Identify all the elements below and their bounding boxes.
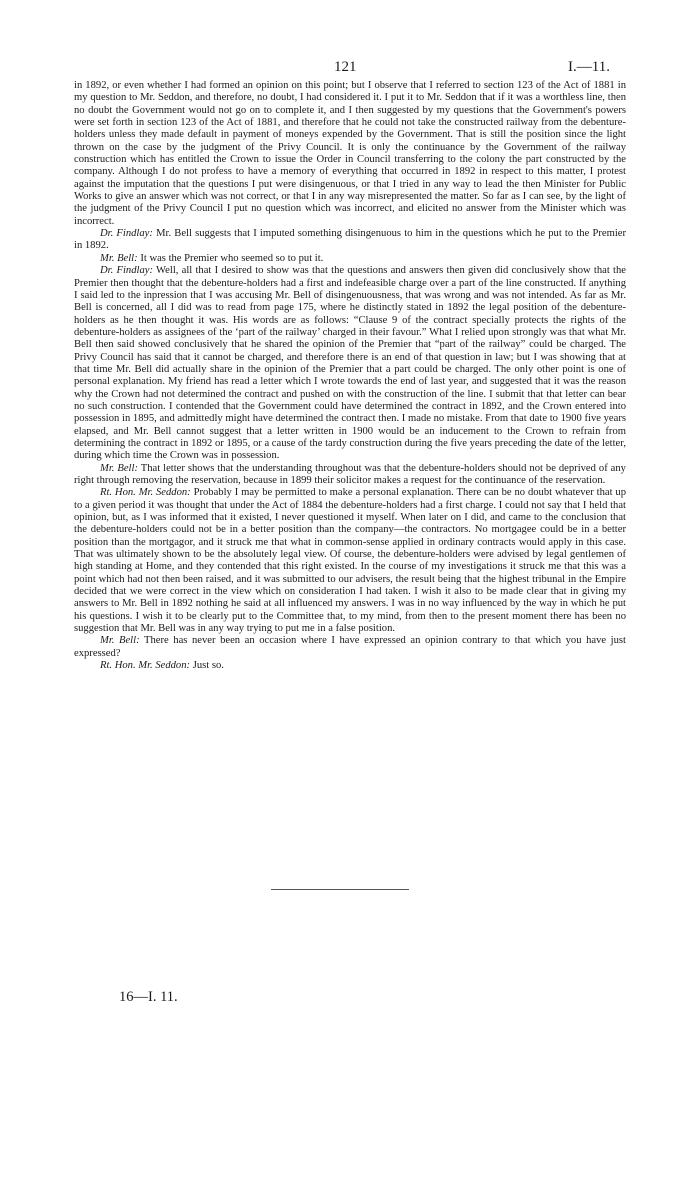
paragraph-text: Probably I may be permitted to make a personal explanation. There can be no doubt whatever that up to a given period it was thought that under the Act of 1884 the debenture-holders had a first charge. I could not say that I held that opinion, but, as I was informed that it existed, I never questioned it myself. When later on I did, and came to the conclusion that the debenture-holders could not be in a better position than the company—the contractors. No mortgagee could be in a better position than the mortgagor, and it struck me that what in common-sense applied in ordinary contracts would apply in this case. That was ultimately shown to be the absolutely legal view. Of course, the debenture-holders were advised by legal gentlemen of high standing at Home, and they contended that this right existed. In the course of my investigations it struck me that this was a point which had not then been raised, and it was submitted to our advisers, the result being that the highest tribunal in the Empire decided that we were correct in the view which on consideration I had taken. I wish it also to be made clear that in giving my answers to Mr. Bell in 1892 nothing he said at all influenced my answers. I was in no way influenced by the way in which he put his questions. I wish it to be clearly put to the Committee that, to my mind, from then to the present moment there has been no suggestion that Mr. Bell was in any way trying to put me in a false position. bbox=[74, 487, 626, 635]
paragraph-text: Mr. Bell suggests that I imputed something disingenuous to him in the questions which he put to the Premier in 1892. bbox=[74, 228, 626, 252]
speaker-name: Dr. Findlay: bbox=[100, 228, 153, 240]
signature-mark: 16—I. 11. bbox=[119, 989, 178, 1005]
paragraph bbox=[74, 265, 626, 463]
paragraph-text: It was the Premier who seemed so to put it. bbox=[140, 252, 324, 264]
section-divider bbox=[271, 889, 409, 890]
paragraph bbox=[74, 463, 626, 488]
body-text bbox=[74, 80, 626, 673]
paragraph-text: in 1892, or even whether I had formed an opinion on this point; but I observe that I referred to section 123 of the Act of 1881 in my question to Mr. Seddon, and therefore, no doubt, I had considered it. I put it to Mr. Seddon that if it was a worthless line, then no doubt the Government would not go on to complete it, and I then suggested by my questions that the Government's powers were set forth in section 123 of the Act of 1881, and therefore that he could not take the constructed railway from the debenture-holders unless they made default in payment of moneys expended by the Government. That is still the position since the light thrown on the case by the judgment of the Privy Council. It is only the continuance by the Government of the railway construction which has entitled the Crown to issue the Order in Council transferring to the colony the part constructed by the company. Although I do not profess to have a memory of everything that occurred in 1892 in respect to this matter, I protest against the imputation that the questions I put were disingenuous, or that I tried in any way to lead the then Minister for Public Works to give an answer which was not correct, or that I in any way misrepresented the matter. So far as I can see, by the light of the judgment of the Privy Council I put no question which was incorrect, and elicited no answer from the Minister which was incorrect. bbox=[74, 80, 626, 227]
paragraph bbox=[74, 228, 626, 253]
speaker-name: Rt. Hon. Mr. Seddon: bbox=[100, 660, 191, 672]
speaker-name: Dr. Findlay: bbox=[100, 265, 153, 277]
paragraph bbox=[74, 660, 626, 672]
page-number: 121 bbox=[334, 59, 357, 75]
paragraph bbox=[74, 635, 626, 660]
paper-reference: I.—11. bbox=[568, 59, 610, 75]
paragraph bbox=[74, 80, 626, 228]
paragraph bbox=[74, 253, 626, 265]
paragraph-text: Well, all that I desired to show was that the questions and answers then given did conclusively show that the Premier then thought that the debenture-holders had a first and indefeasible charge over a part of the line constructed. If anything I said led to the inpression that I was accusing Mr. Bell of disingenuousness, that was wrong and was not intended. As far as Mr. Bell is concerned, all I did was to read from page 175, where he distinctly stated in 1892 the legal position of the debenture-holders as he then thought it was. His words are as follows: “Clause 9 of the contract specially protects the rights of the debenture-holders as assignees of the ‘part of the railway’ charged in their favour.” What I relied upon strongly was that what Mr. Bell then said showed conclusively that he shared the opinion of the Premier that “part of the railway” could be charged. The Privy Council has said that it cannot be charged, and therefore there is an end of that question in law; but I was showing that at that time Mr. Bell did actually share in the opinion of the Premier that a part could be charged. The only other point is one of personal explanation. My friend has read a letter which I wrote towards the end of last year, and suggested that it was the reason why the Crown had not determined the contract and pushed on with the construction of the line. I submit that that letter can bear no such construction. I contended that the Government could have determined the contract in 1892, and the Crown entered into possession in 1895, and admittedly might have determined the contract then. I made no mistake. From that date to 1900 five years elapsed, and Mr. Bell cannot suggest that a letter written in 1900 would be an inducement to the Crown to refrain from determining the contract in 1892 or 1895, or a cause of the tardy construction during the five years preceding the date of the letter, during which time the Crown was in possession. bbox=[74, 265, 626, 462]
paragraph-text: Just so. bbox=[192, 660, 224, 672]
speaker-name: Rt. Hon. Mr. Seddon: bbox=[100, 487, 191, 499]
speaker-name: Mr. Bell: bbox=[100, 462, 138, 474]
speaker-name: Mr. Bell: bbox=[100, 252, 138, 264]
speaker-name: Mr. Bell: bbox=[100, 635, 140, 647]
paragraph-text: There has never been an occasion where I have expressed an opinion contrary to that which you have just expressed? bbox=[74, 635, 626, 659]
paragraph-text: That letter shows that the understanding throughout was that the debenture-holders should not be deprived of any right through removing the reservation, because in 1899 their solicitor makes a request for the continuance of the reservation. bbox=[74, 462, 626, 486]
paragraph bbox=[74, 487, 626, 635]
